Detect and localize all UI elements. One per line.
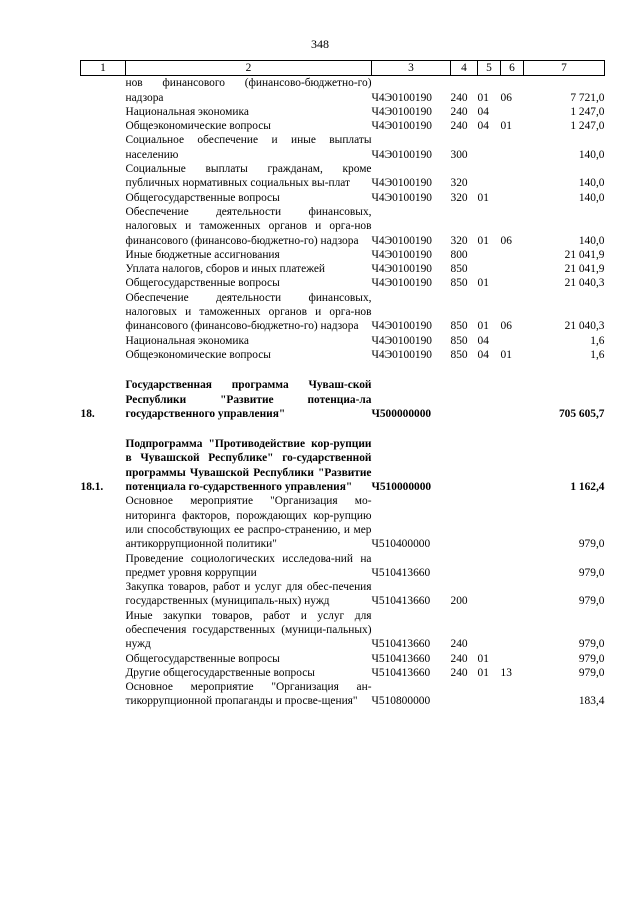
table-row (81, 276, 605, 290)
row-number (81, 119, 126, 133)
row-amount: 979,0 (578, 538, 605, 551)
row-subsection (501, 248, 524, 262)
table-row (81, 652, 605, 666)
row-expense-type: 300 (450, 148, 468, 161)
row-name: Другие общегосударственные вопросы (125, 666, 315, 679)
row-amount: 7 721,0 (570, 91, 605, 104)
table-row (81, 262, 605, 276)
column-header: 4 (451, 61, 478, 76)
row-name: Иные закупки товаров, работ и услуг для обеспечения государственных (муници-пальных) нужд (125, 609, 372, 651)
table-row (81, 494, 605, 551)
row-subsection (501, 494, 524, 551)
row-subsection (501, 105, 524, 119)
row-number (81, 652, 126, 666)
row-section (478, 609, 501, 652)
row-subsection: 01 (500, 120, 512, 133)
row-name: Национальная экономика (125, 105, 249, 118)
row-subsection: 06 (500, 234, 512, 247)
row-expense-type: 240 (450, 105, 468, 118)
row-amount: 1 247,0 (570, 120, 605, 133)
row-subsection (501, 378, 524, 421)
row-section (478, 262, 501, 276)
row-section (478, 494, 501, 551)
row-section: 04 (477, 348, 489, 361)
row-expense-type: 240 (450, 666, 468, 679)
row-code: Ч510413660 (371, 595, 431, 608)
row-subsection (501, 133, 524, 162)
row-number (81, 580, 126, 609)
row-code: Ч4Э0100190 (371, 234, 432, 247)
row-name: Общеэкономические вопросы (125, 120, 271, 133)
row-name: Основное мероприятие "Организация ан-тикоррупционной пропаганды и просве-щения" (125, 681, 372, 708)
table-row (81, 191, 605, 205)
table-row (81, 162, 605, 191)
row-number (81, 348, 126, 362)
row-amount: 21 041,9 (564, 248, 605, 261)
row-subsection: 01 (500, 348, 512, 361)
row-code: Ч4Э0100190 (371, 177, 432, 190)
row-section (478, 162, 501, 191)
table-row (81, 666, 605, 680)
row-code: Ч4Э0100190 (371, 334, 432, 347)
row-number (81, 262, 126, 276)
row-expense-type (451, 437, 478, 494)
row-amount: 1 162,4 (570, 481, 605, 494)
row-section: 01 (477, 320, 489, 333)
row-name: Национальная экономика (125, 334, 249, 347)
row-expense-type: 850 (450, 348, 468, 361)
row-subsection (501, 276, 524, 290)
row-code: Ч4Э0100190 (371, 248, 432, 261)
table-row (81, 378, 605, 421)
row-name: Общегосударственные вопросы (125, 652, 280, 665)
row-amount: 21 040,3 (564, 277, 605, 290)
row-section (478, 133, 501, 162)
table-row (81, 348, 605, 362)
row-expense-type: 200 (450, 595, 468, 608)
row-number (81, 552, 126, 581)
table-row (81, 76, 605, 105)
row-name: Подпрограмма "Противодействие кор-рупции в Чувашской Республике" го-сударственной программы Чувашской Республики "Развитие потенциала го-сударственного управления" (125, 438, 372, 494)
row-subsection: 06 (500, 91, 512, 104)
row-number (81, 680, 126, 709)
row-amount: 21 041,9 (564, 263, 605, 276)
row-amount: 140,0 (578, 148, 605, 161)
row-amount: 979,0 (578, 638, 605, 651)
table-row (81, 119, 605, 133)
table-row (81, 291, 605, 334)
row-name: Иные бюджетные ассигнования (125, 248, 280, 261)
row-subsection (501, 191, 524, 205)
row-name: нов финансового (финансово-бюджетно-го) надзора (125, 77, 372, 104)
row-code: Ч500000000 (371, 407, 432, 420)
row-amount: 183,4 (578, 695, 605, 708)
row-code: Ч4Э0100190 (371, 120, 432, 133)
row-subsection (501, 437, 524, 494)
row-subsection (501, 609, 524, 652)
row-code: Ч510413660 (371, 652, 431, 665)
row-expense-type: 320 (450, 234, 468, 247)
row-code: Ч4Э0100190 (371, 91, 432, 104)
table-row (81, 248, 605, 262)
row-code: Ч4Э0100190 (371, 263, 432, 276)
row-name: Проведение социологических исследова-ний на предмет уровня коррупции (125, 552, 372, 579)
row-subsection: 06 (500, 320, 512, 333)
table-row (81, 205, 605, 248)
row-expense-type: 240 (450, 638, 468, 651)
row-expense-type (451, 494, 478, 551)
row-name: Основное мероприятие "Организация мо-ниторинга факторов, порождающих кор-рупцию или способствующих ее распро-странению, и мер антикоррупционной политики" (125, 495, 372, 551)
row-expense-type: 850 (450, 277, 468, 290)
row-code: Ч4Э0100190 (371, 191, 432, 204)
row-code: Ч4Э0100190 (371, 148, 432, 161)
row-amount: 21 040,3 (564, 320, 605, 333)
row-subsection (501, 162, 524, 191)
column-header: 7 (524, 61, 605, 76)
row-amount: 979,0 (578, 566, 605, 579)
row-amount: 140,0 (578, 234, 605, 247)
row-section: 04 (477, 334, 489, 347)
row-amount: 1,6 (590, 334, 605, 347)
row-section: 01 (477, 277, 489, 290)
page-number: 348 (311, 37, 329, 51)
row-number (81, 191, 126, 205)
table-row (81, 334, 605, 348)
row-amount: 979,0 (578, 666, 605, 679)
row-expense-type: 240 (450, 652, 468, 665)
row-code: Ч510413660 (371, 638, 431, 651)
table-body (81, 76, 605, 709)
row-section (478, 378, 501, 421)
row-expense-type (451, 680, 478, 709)
row-code: Ч510800000 (371, 695, 431, 708)
row-name: Общегосударственные вопросы (125, 191, 280, 204)
row-code: Ч4Э0100190 (371, 105, 432, 118)
row-number (81, 334, 126, 348)
row-subsection (501, 262, 524, 276)
row-section (478, 248, 501, 262)
row-amount: 1 247,0 (570, 105, 605, 118)
row-expense-type: 320 (450, 191, 468, 204)
row-code: Ч4Э0100190 (371, 348, 432, 361)
row-section: 01 (477, 191, 489, 204)
column-header: 6 (501, 61, 524, 76)
row-subsection (501, 552, 524, 581)
row-number (81, 291, 126, 334)
row-expense-type (451, 378, 478, 421)
row-section: 04 (477, 120, 489, 133)
row-number (81, 494, 126, 551)
row-section (478, 552, 501, 581)
row-amount: 140,0 (578, 177, 605, 190)
column-header: 5 (478, 61, 501, 76)
row-section: 01 (477, 234, 489, 247)
row-name: Социальное обеспечение и иные выплаты населению (125, 134, 372, 161)
row-number: 18.1. (80, 481, 104, 494)
row-section: 04 (477, 105, 489, 118)
row-expense-type: 240 (450, 120, 468, 133)
row-number (81, 76, 126, 105)
column-header: 1 (81, 61, 126, 76)
row-code: Ч510413660 (371, 566, 431, 579)
row-code: Ч510000000 (371, 481, 432, 494)
row-amount: 1,6 (590, 348, 605, 361)
table-row (81, 105, 605, 119)
row-amount: 979,0 (578, 595, 605, 608)
row-amount: 979,0 (578, 652, 605, 665)
budget-table (80, 60, 605, 709)
row-section (478, 680, 501, 709)
row-number (81, 248, 126, 262)
row-expense-type: 850 (450, 263, 468, 276)
row-code: Ч4Э0100190 (371, 320, 432, 333)
row-number (81, 133, 126, 162)
row-name: Социальные выплаты гражданам, кроме публичных нормативных социальных вы-плат (125, 163, 372, 190)
row-name: Общеэкономические вопросы (125, 348, 271, 361)
column-header: 3 (372, 61, 451, 76)
row-number (81, 162, 126, 191)
row-number: 18. (80, 407, 95, 420)
row-expense-type (451, 552, 478, 581)
row-code: Ч510400000 (371, 538, 431, 551)
row-section: 01 (477, 666, 489, 679)
table-row (81, 680, 605, 709)
row-name: Общегосударственные вопросы (125, 277, 280, 290)
row-number (81, 105, 126, 119)
row-subsection (501, 334, 524, 348)
table-header (81, 61, 605, 76)
row-number (81, 205, 126, 248)
table-row (81, 133, 605, 162)
row-subsection (501, 680, 524, 709)
row-expense-type: 850 (450, 320, 468, 333)
row-subsection (501, 652, 524, 666)
table-row (81, 609, 605, 652)
row-name: Уплата налогов, сборов и иных платежей (125, 263, 325, 276)
row-expense-type: 800 (450, 248, 468, 261)
row-name: Государственная программа Чуваш-ской Республики "Развитие потенциа-ла государственного управления" (125, 379, 372, 420)
row-expense-type: 850 (450, 334, 468, 347)
row-code: Ч4Э0100190 (371, 277, 432, 290)
table-row (81, 437, 605, 494)
row-section (478, 437, 501, 494)
row-amount: 705 605,7 (558, 407, 605, 420)
row-amount: 140,0 (578, 191, 605, 204)
row-name: Обеспечение деятельности финансовых, налоговых и таможенных органов и орга-нов финансового (финансово-бюджетно-го) надзора (125, 205, 372, 247)
row-section: 01 (477, 652, 489, 665)
column-header: 2 (126, 61, 372, 76)
table-row (81, 552, 605, 581)
row-name: Обеспечение деятельности финансовых, налоговых и таможенных органов и орга-нов финансового (финансово-бюджетно-го) надзора (125, 291, 372, 333)
table-row (81, 580, 605, 609)
row-expense-type: 240 (450, 91, 468, 104)
row-subsection (501, 580, 524, 609)
row-section (478, 580, 501, 609)
row-number (81, 666, 126, 680)
row-expense-type: 320 (450, 177, 468, 190)
row-name: Закупка товаров, работ и услуг для обес-печения государственных (муниципаль-ных) нужд (125, 581, 372, 608)
row-subsection: 13 (500, 666, 512, 679)
row-number (81, 276, 126, 290)
row-number (81, 609, 126, 652)
row-section: 01 (477, 91, 489, 104)
row-code: Ч510413660 (371, 666, 431, 679)
